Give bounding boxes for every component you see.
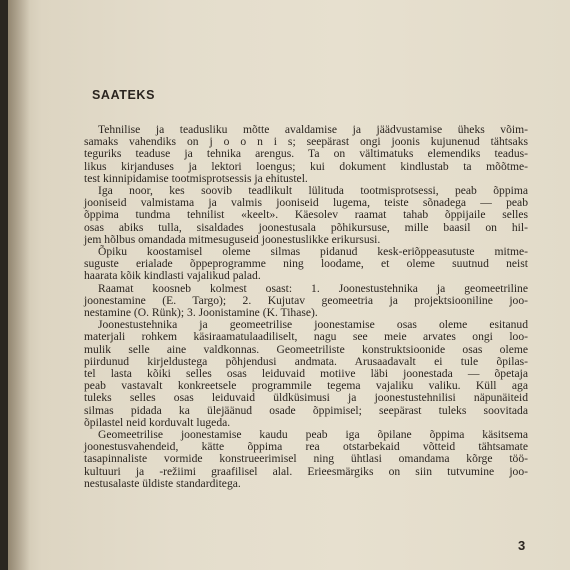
- text-line: nestusalaste üldiste standarditega.: [84, 476, 241, 490]
- text-line: suguste erialade õppeprogramme ning loodame, et oleme suutnud neist: [84, 257, 528, 271]
- text-line: nestamine (O. Rünk); 3. Joonistamine (K. Tihase).: [84, 306, 318, 320]
- text-line: silmas pidada ka ülejäänud osade õppimisel; seepärast tuleks soovitada: [84, 403, 528, 417]
- text-line: joonestamine (E. Targo); 2. Kujutav geomeetria ja projektsiooniline joo-: [84, 293, 528, 307]
- text-line: tuleks selles osas leiduvaid üldküsimusi ja joonestustehnilisi näpunäiteid: [84, 391, 528, 405]
- text-line: mulik selle aine valdkonnas. Geomeetriliste konstruktsioonide osas oleme: [84, 342, 528, 356]
- text-line: samaks vahendiks on j o o n i s; seepärast ongi joonis kujunenud tähtsaks: [84, 135, 528, 149]
- text-line: haarata kõik kindlasti vajalikud palad.: [84, 269, 261, 283]
- text-line: test kinnipidamise tootmisprotsessis ja ehitustel.: [84, 171, 308, 185]
- paragraph: [84, 124, 528, 185]
- book-page: [8, 0, 570, 570]
- paragraph: [84, 319, 528, 429]
- text-line: Joonestustehnika ja geomeetrilise joonestamise osas oleme esitanud: [98, 318, 528, 332]
- paragraph: [84, 429, 528, 490]
- page-content: [84, 88, 528, 490]
- text-line: joonestusvahendeid, kätte õppima rea otstarbekaid võtteid tähtsamate: [84, 440, 528, 454]
- page-number: 3: [518, 538, 526, 553]
- paragraph: [84, 283, 528, 320]
- text-line: peab vastavalt konkreetsele programmile tegema vajaliku valiku. Küll aga: [84, 379, 528, 393]
- text-line: õppima tundma tehnilist «keelt». Käesolev raamat tahab õppijaile selles: [84, 208, 528, 222]
- text-line: Geomeetrilise joonestamise kaudu peab iga õpilane õppima käsitsema: [98, 428, 528, 442]
- text-line: Raamat koosneb kolmest osast: 1. Joonestustehnika ja geomeetriline: [98, 281, 528, 295]
- section-heading: SAATEKS: [92, 88, 156, 102]
- body-text: [84, 124, 528, 490]
- text-line: kultuuri ja -režiimi graafilisel alal. Erieesmärgiks on siin tutvumine joo-: [84, 464, 528, 478]
- page-gutter-shadow: [8, 0, 30, 570]
- text-line: teguriks teaduse ja tehnika arengus. Ta on vältimatuks elemendiks teadus-: [84, 147, 528, 161]
- text-line: Õpiku koostamisel oleme silmas pidanud kesk-eriõppeasutuste mitme-: [98, 245, 528, 259]
- text-line: piirdunud kirjeldustega põhjendusi andmata. Arusaadavalt ei tule õpilas-: [84, 354, 528, 368]
- text-line: tel lasta kõiki selles osas leiduvaid motiive läbi joonestada — õpetaja: [84, 367, 528, 381]
- text-line: osas abiks tulla, sisaldades joonestusala põhikursuse, mille baasil on hil-: [84, 220, 528, 234]
- text-line: tasapinnaliste vormide konstrueerimisel ning ühtlasi omandama kõrge töö-: [84, 452, 528, 466]
- text-line: jooniseid valmistama ja valmis jooniseid lugema, teiste sõnadega — peab: [84, 196, 528, 210]
- text-line: jem hõlbus omandada mitmesuguseid joonestuslikke erikursusi.: [84, 232, 381, 246]
- paragraph: [84, 185, 528, 246]
- paragraph: [84, 246, 528, 283]
- text-line: Iga noor, kes soovib teadlikult lülituda tootmisprotsessi, peab õppima: [98, 184, 528, 198]
- text-line: materjali rohkem käsiraamatulaadiliselt, nagu see meie arvates ongi loo-: [84, 330, 528, 344]
- text-line: Tehnilise ja teadusliku mõtte avaldamise ja jäädvustamise üheks võim-: [98, 123, 528, 136]
- text-line: likus kirjanduses ja lektori loengus; kui dokument kindlustab ta mõõtme-: [84, 159, 528, 173]
- text-line: õpilastel neid korduvalt lugeda.: [84, 415, 231, 429]
